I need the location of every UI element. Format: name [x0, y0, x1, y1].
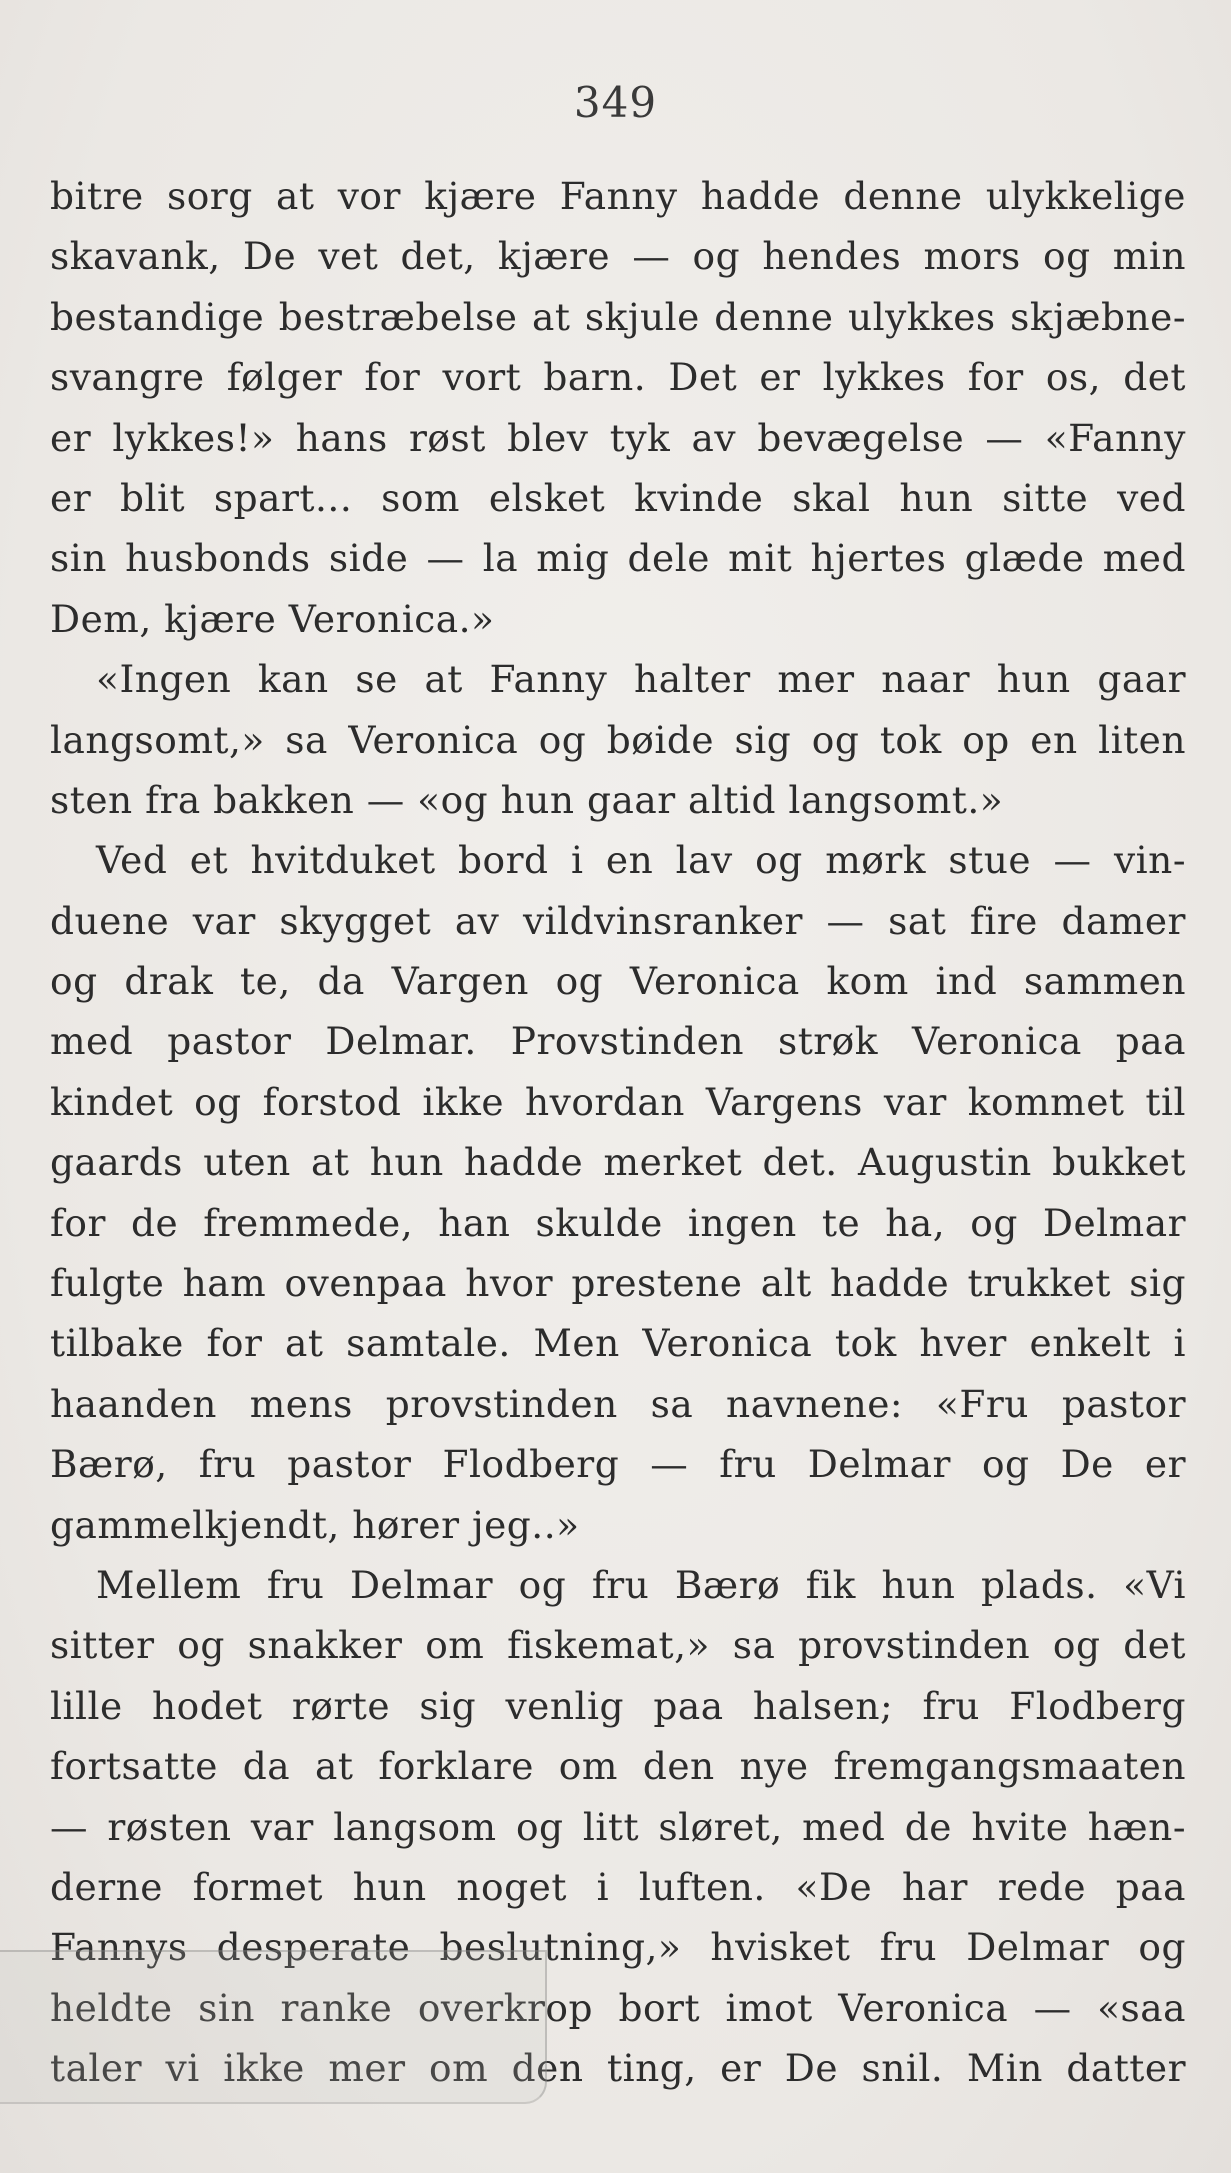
body-text — [50, 166, 1186, 2099]
text-line: skavank, De vet det, kjære — og hendes mors og min — [50, 234, 1186, 279]
text-line: taler vi ikke mer om den ting, er De snil. Min datter — [50, 2046, 1186, 2091]
text-line: fortsatte da at forklare om den nye fremgangsmaaten — [50, 1744, 1186, 1789]
text-line: Dem, kjære Veronica.» — [50, 596, 495, 641]
text-line: haanden mens provstinden sa navnene: «Fru pastor — [50, 1381, 1186, 1426]
text-line: langsomt,» sa Veronica og bøide sig og tok op en liten — [50, 717, 1186, 762]
text-line: sitter og snakker om fiskemat,» sa provstinden og det — [50, 1623, 1186, 1668]
text-line: sin husbonds side — la mig dele mit hjertes glæde med — [50, 536, 1186, 581]
text-line: heldte sin ranke overkrop bort imot Veronica — «saa — [50, 1985, 1186, 2030]
text-line: er lykkes!» hans røst blev tyk av bevægelse — «Fanny — [50, 415, 1186, 460]
text-line: Ved et hvitduket bord i en lav og mørk stue — vin- — [96, 838, 1186, 883]
text-line: gammelkjendt, hører jeg..» — [50, 1502, 580, 1547]
text-line: gaards uten at hun hadde merket det. Augustin bukket — [50, 1140, 1186, 1185]
text-line: bitre sorg at vor kjære Fanny hadde denne ulykkelige — [50, 174, 1186, 218]
text-line: derne formet hun noget i luften. «De har rede paa — [50, 1864, 1186, 1909]
text-line: Bærø, fru pastor Flodberg — fru Delmar og De er — [50, 1442, 1186, 1487]
text-line: fulgte ham ovenpaa hvor prestene alt hadde trukket sig — [50, 1261, 1186, 1306]
text-line: Mellem fru Delmar og fru Bærø fik hun plads. «Vi — [96, 1562, 1186, 1607]
text-line: bestandige bestræbelse at skjule denne ulykkes skjæbne- — [50, 294, 1186, 339]
page-number: 349 — [573, 78, 658, 127]
text-line: lille hodet rørte sig venlig paa halsen; fru Flodberg — [50, 1683, 1186, 1728]
text-line: for de fremmede, han skulde ingen te ha, og Delmar — [50, 1200, 1186, 1245]
text-line: kindet og forstod ikke hvordan Vargens var kommet til — [50, 1079, 1186, 1124]
text-line: og drak te, da Vargen og Veronica kom ind sammen — [50, 959, 1186, 1004]
text-line: tilbake for at samtale. Men Veronica tok hver enkelt i — [50, 1321, 1186, 1366]
text-line: Fannys desperate beslutning,» hvisket fru Delmar og — [50, 1925, 1186, 1970]
text-line: er blit spart... som elsket kvinde skal hun sitte ved — [50, 475, 1186, 520]
text-line: — røsten var langsom og litt sløret, med de hvite hæn- — [50, 1804, 1186, 1849]
text-line: «Ingen kan se at Fanny halter mer naar hun gaar — [96, 657, 1186, 702]
text-line: svangre følger for vort barn. Det er lykkes for os, det — [50, 355, 1186, 400]
text-line: sten fra bakken — «og hun gaar altid langsomt.» — [50, 777, 1004, 822]
text-line: duene var skygget av vildvinsranker — sat fire damer — [50, 898, 1186, 943]
text-line: med pastor Delmar. Provstinden strøk Veronica paa — [50, 1019, 1186, 1064]
